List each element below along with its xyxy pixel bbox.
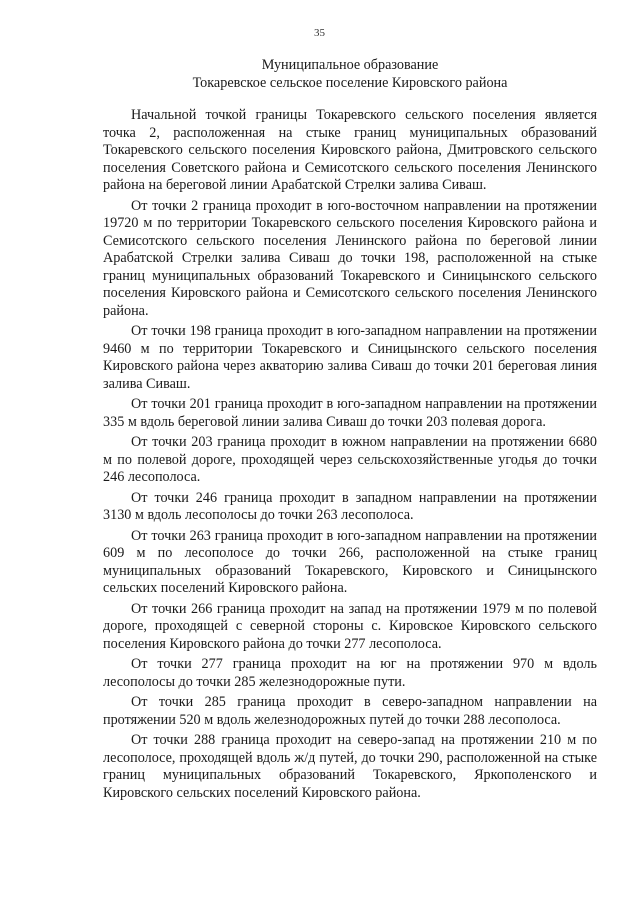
paragraph: От точки 246 граница проходит в западном направлении на протяжении 3130 м вдоль лесополосы до точки 263 лесополоса. (103, 489, 597, 523)
paragraph: От точки 263 граница проходит в юго-западном направлении на протяжении 609 м по лесополосе до точки 266, расположенной на стыке границ муниципальных образований Токаревского, Кировского и Синицынского сельских поселений Кировского района. (103, 527, 597, 596)
paragraph: От точки 288 граница проходит на северо-запад на протяжении 210 м по лесополосе, проходящей вдоль ж/д путей, до точки 290, расположенной на стыке границ муниципальных образований Токаревского, Яркополенского и Кировского сельских поселений Кировского района. (103, 732, 597, 801)
page-number: 35 (314, 27, 325, 39)
paragraph: От точки 203 граница проходит в южном направлении на протяжении 6680 м по полевой дороге, проходящей через сельскохозяйственные угодья до точки 246 лесополоса. (103, 434, 597, 485)
paragraph: Начальной точкой границы Токаревского сельского поселения является точка 2, расположенная на стыке границ муниципальных образований Токаревского сельского поселения Кировского района, Дмитровского сельского поселения Советского района и Семисотского сельского поселения Ленинского района на береговой линии Арабатской Стрелки залива Сиваш. (103, 107, 597, 193)
paragraph: От точки 266 граница проходит на запад на протяжении 1979 м по полевой дороге, проходящей с северной стороны с. Кировское Кировского сельского поселения Кировского района до точки 277 лесополоса. (103, 600, 597, 652)
paragraph: От точки 201 граница проходит в юго-западном направлении на протяжении 335 м вдоль береговой линии залива Сиваш до точки 203 полевая дорога. (103, 396, 597, 430)
paragraph: От точки 2 граница проходит в юго-восточном направлении на протяжении 19720 м по территории Токаревского сельского поселения Кировского района и Семисотского сельского поселения Ленинского района по береговой линии Арабатской Стрелки залива Сиваш до точки 198, расположенной на стыке границ муниципальных образований Токаревского и Синицынского сельского поселения Кировского района и Семисотского сельского поселения Ленинского района. (103, 197, 597, 319)
paragraph: От точки 277 граница проходит на юг на протяжении 970 м вдоль лесополосы до точки 285 железнодорожные пути. (103, 656, 597, 690)
paragraph: От точки 285 граница проходит в северо-западном направлении на протяжении 520 м вдоль железнодорожных путей до точки 288 лесополоса. (103, 694, 597, 728)
body-text (103, 107, 597, 805)
heading-line-1: Муниципальное образование (261, 57, 439, 73)
paragraph: От точки 198 граница проходит в юго-западном направлении на протяжении 9460 м по территории Токаревского и Синицынского сельского поселения Кировского района через акваторию залива Сиваш до точки 201 береговая линия залива Сиваш. (103, 323, 597, 392)
heading-line-2: Токаревское сельское поселение Кировского района (192, 75, 508, 91)
document-heading (80, 56, 620, 92)
